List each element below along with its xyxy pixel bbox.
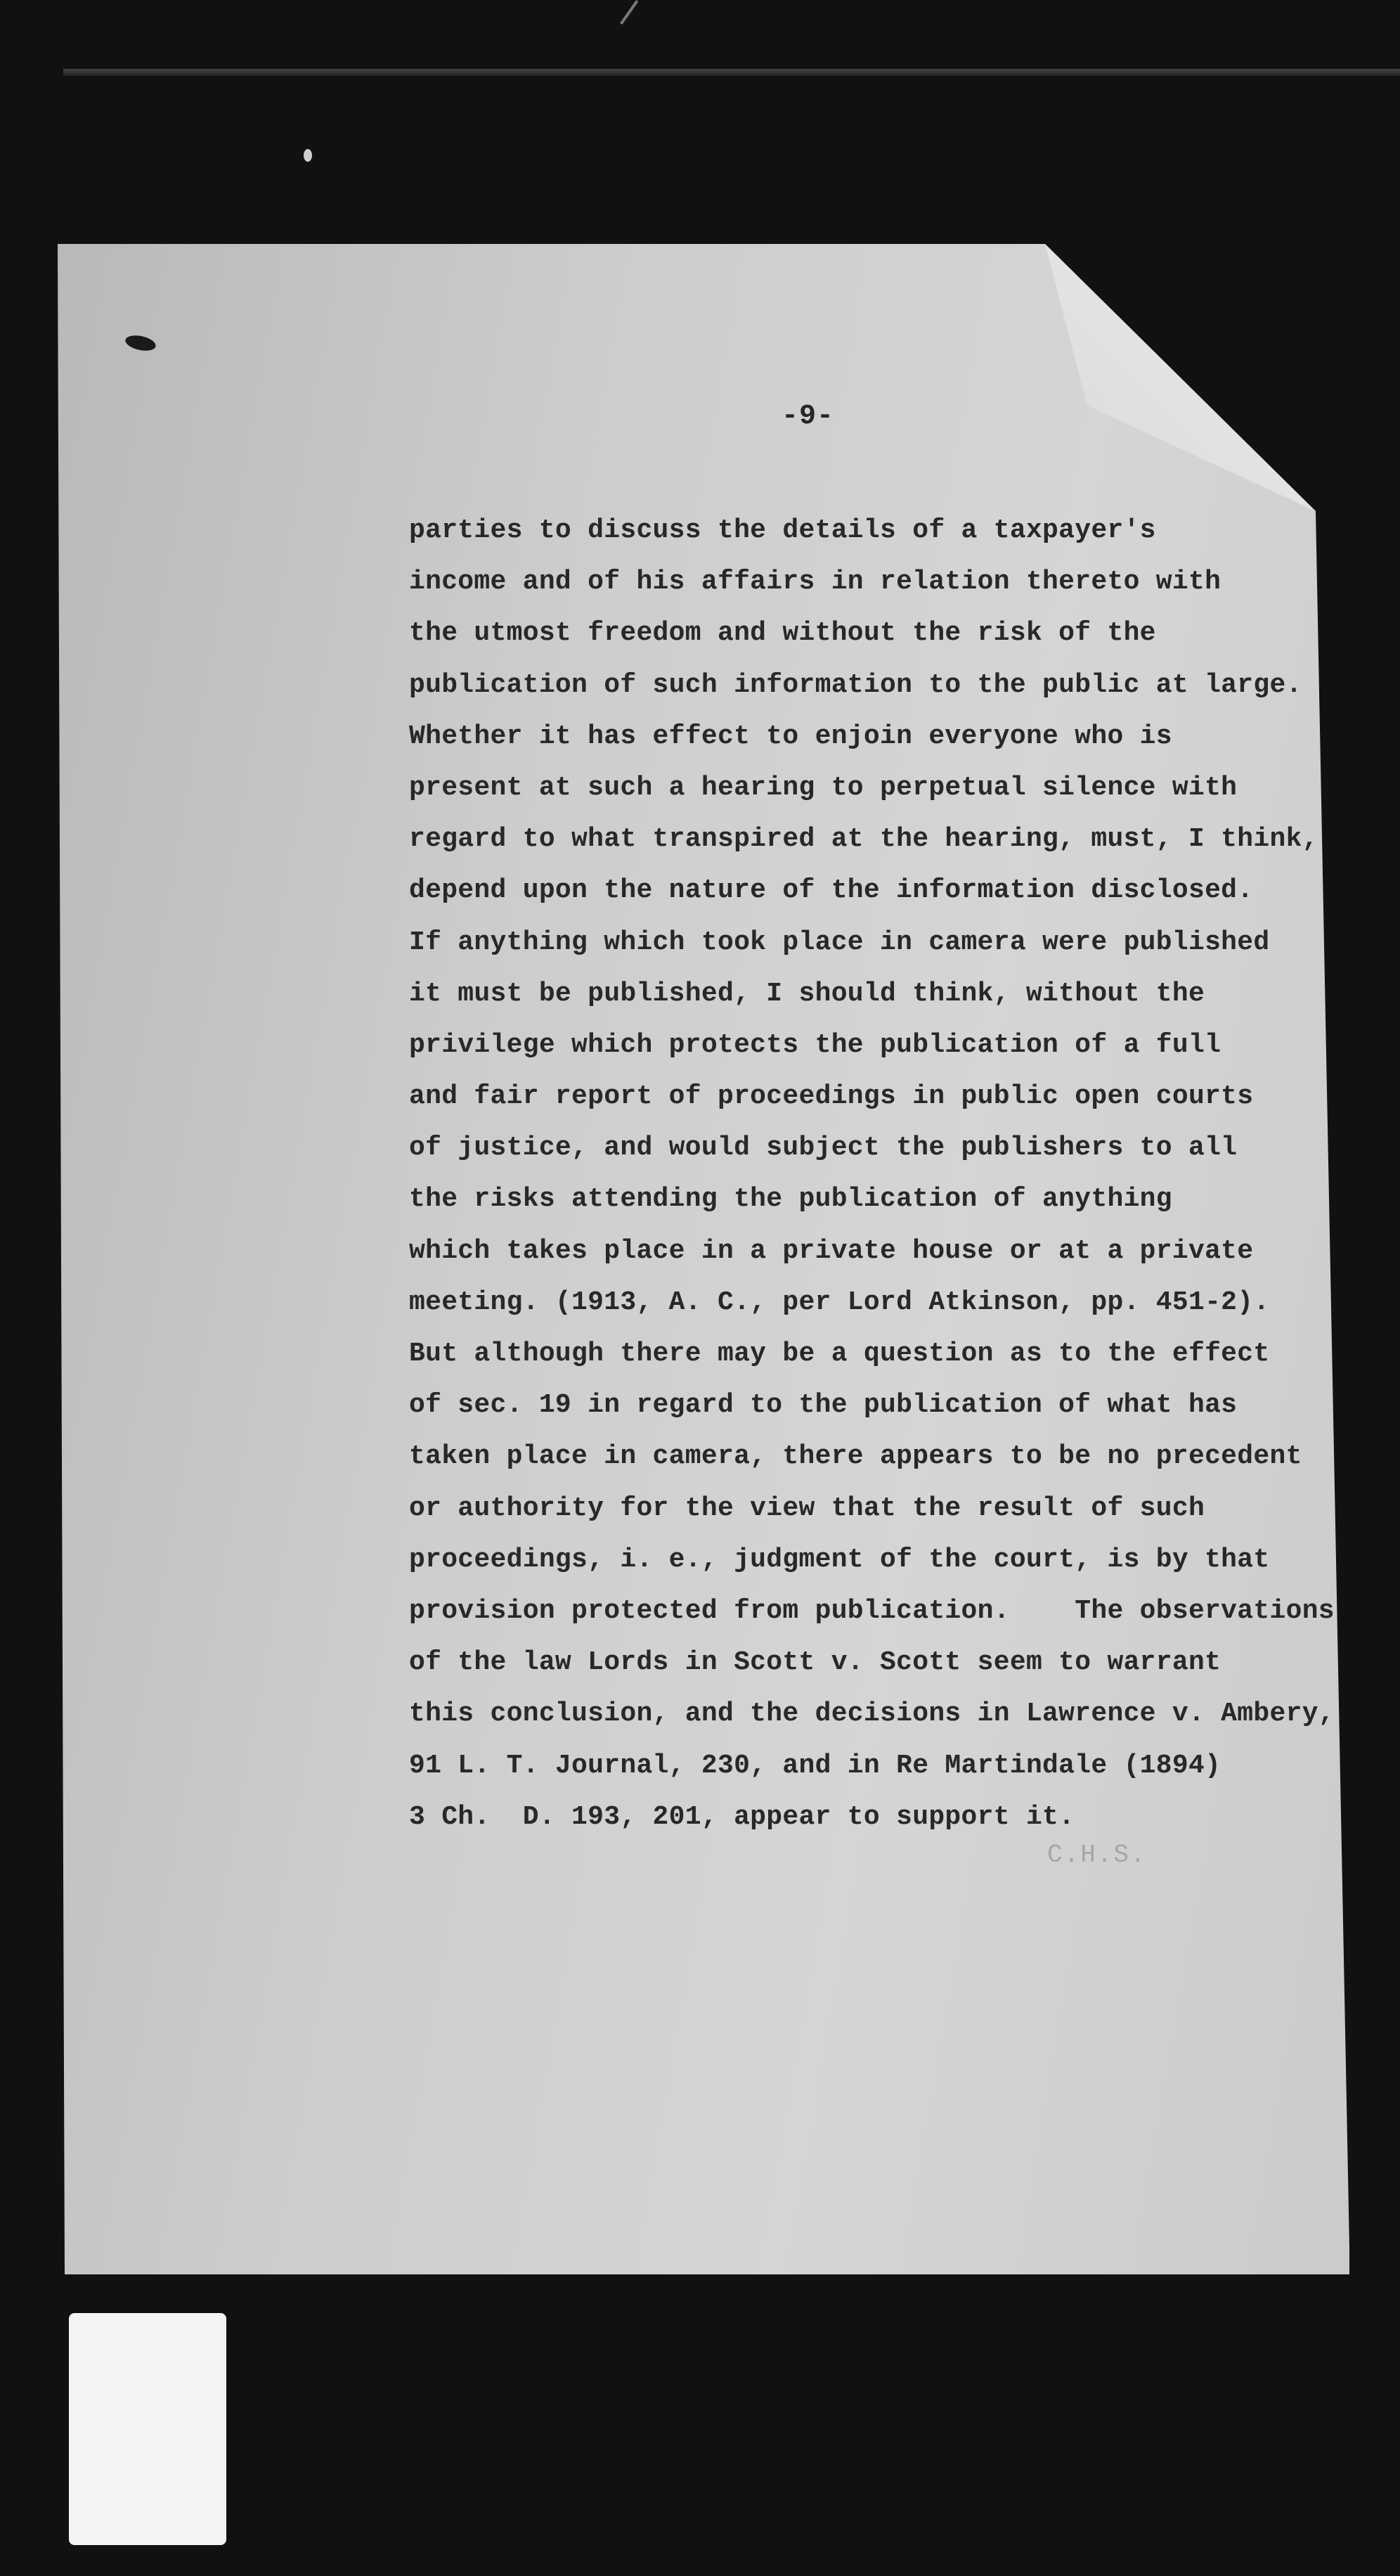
text-line: regard to what transpired at the hearing, must, I think, [409, 824, 1318, 855]
label-card [69, 2313, 226, 2545]
text-line: this conclusion, and the decisions in Lawrence v. Ambery, [409, 1699, 1335, 1730]
film-scratch [620, 0, 638, 25]
text-line: which takes place in a private house or at a private [409, 1235, 1254, 1266]
text-line: proceedings, i. e., judgment of the court, is by that [409, 1544, 1270, 1575]
text-line: the utmost freedom and without the risk of the [409, 618, 1156, 649]
text-line: depend upon the nature of the information disclosed. [409, 875, 1254, 906]
page-number: -9- [782, 401, 835, 432]
text-line: it must be published, I should think, without the [409, 978, 1205, 1009]
text-line: provision protected from publication. The observations [409, 1595, 1335, 1626]
text-line: of sec. 19 in regard to the publication of what has [409, 1390, 1238, 1421]
text-line: of justice, and would subject the publishers to all [409, 1133, 1238, 1164]
text-line: But although there may be a question as to the effect [409, 1339, 1270, 1369]
text-line: or authority for the view that the result of such [409, 1493, 1205, 1524]
text-line: parties to discuss the details of a taxpayer's [409, 515, 1156, 546]
text-line: income and of his affairs in relation thereto with [409, 567, 1221, 598]
text-line: and fair report of proceedings in public open courts [409, 1081, 1254, 1112]
body-text [409, 505, 1335, 1843]
faint-initials: C.H.S. [1047, 1841, 1147, 1869]
text-line: present at such a hearing to perpetual silence with [409, 772, 1238, 803]
dust-speck [304, 149, 312, 162]
text-line: privilege which protects the publication of a full [409, 1029, 1221, 1060]
text-line: If anything which took place in camera were published [409, 927, 1270, 958]
text-line: 3 Ch. D. 193, 201, appear to support it. [409, 1801, 1075, 1832]
text-line: of the law Lords in Scott v. Scott seem to warrant [409, 1647, 1221, 1678]
scan-edge [63, 69, 1400, 76]
text-line: taken place in camera, there appears to be no precedent [409, 1441, 1302, 1472]
text-line: publication of such information to the public at large. [409, 669, 1302, 700]
text-line: meeting. (1913, A. C., per Lord Atkinson, pp. 451-2). [409, 1287, 1270, 1318]
text-line: the risks attending the publication of anything [409, 1184, 1172, 1215]
text-line: Whether it has effect to enjoin everyone who is [409, 721, 1172, 752]
text-line: 91 L. T. Journal, 230, and in Re Martindale (1894) [409, 1750, 1221, 1781]
